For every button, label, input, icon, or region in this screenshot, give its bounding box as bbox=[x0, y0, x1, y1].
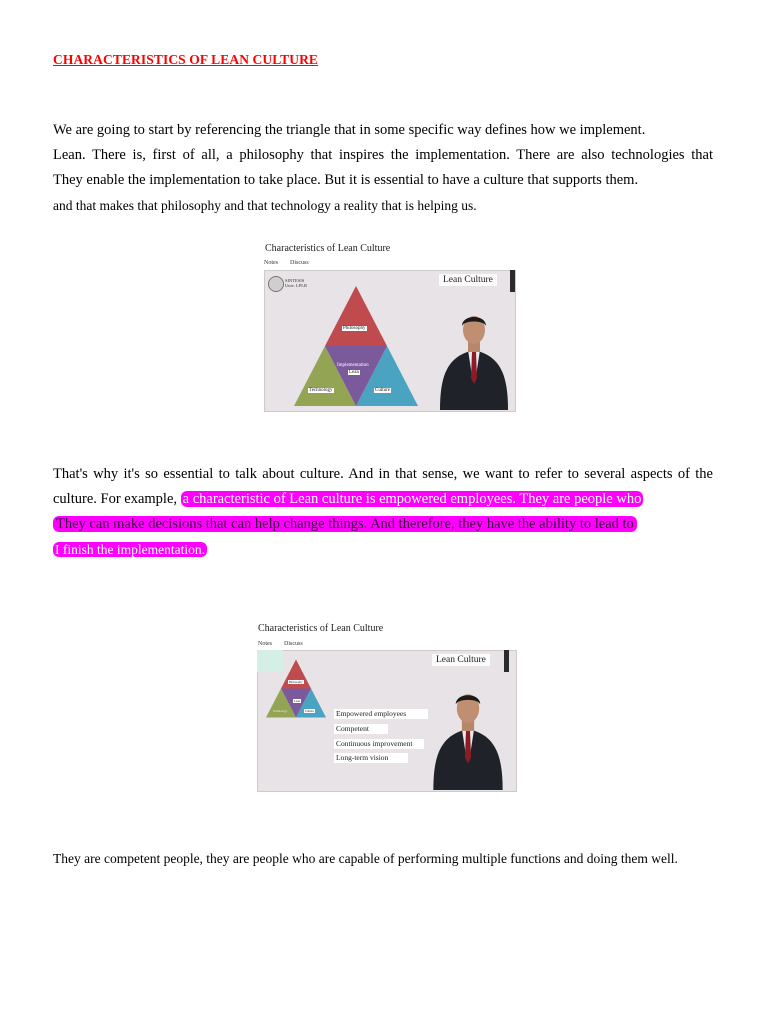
highlighted-text: They can make decisions that can help change things. And therefore, they have the ability to lead to bbox=[53, 516, 637, 532]
label-lean: Lean bbox=[294, 699, 300, 703]
label-culture: Culture bbox=[375, 388, 390, 393]
menu-notes: Notes bbox=[264, 260, 278, 266]
panel-edge-bar bbox=[504, 650, 509, 672]
label-lean: Lean bbox=[349, 370, 359, 375]
paragraph-line: and that makes that philosophy and that technology a reality that is helping us. bbox=[53, 198, 477, 213]
slide-menu bbox=[264, 260, 321, 266]
lecture-slide-image bbox=[252, 614, 520, 792]
presenter-figure bbox=[426, 682, 510, 790]
label-implementation: Implementation bbox=[337, 363, 369, 368]
menu-discuss: Discuss bbox=[290, 260, 309, 266]
label-culture: Culture bbox=[305, 709, 314, 713]
paragraph-line bbox=[53, 512, 728, 537]
paragraph-line: That's why it's so essential to talk about culture. And in that sense, we want to refer to several aspects of the bbox=[53, 466, 713, 482]
label-technology: Technology bbox=[309, 388, 333, 393]
highlighted-text: a characteristic of Lean culture is empowered employees. They are people who bbox=[182, 491, 642, 507]
slide-menu bbox=[258, 641, 315, 647]
paragraph-line: culture. For example, a characteristic of Lean culture is empowered employees. They are people who bbox=[53, 491, 642, 507]
menu-discuss: Discuss bbox=[284, 641, 303, 647]
label-philosophy: Philosophy bbox=[343, 326, 366, 331]
list-item: Competent bbox=[334, 724, 388, 734]
menu-notes: Notes bbox=[258, 641, 272, 647]
competent-paragraph bbox=[53, 846, 713, 871]
highlighted-text: I finish the implementation. bbox=[55, 542, 205, 557]
paragraph-line: They enable the implementation to take place. But it is essential to have a culture that supports them. bbox=[53, 172, 639, 188]
triangle-philosophy bbox=[325, 286, 387, 346]
list-item: Continuous improvement bbox=[334, 739, 424, 749]
lecture-slide-image bbox=[258, 234, 520, 412]
list-item: Empowered employees bbox=[334, 709, 428, 719]
paragraph-line bbox=[53, 537, 728, 562]
label-technology: Technology bbox=[273, 709, 288, 713]
panel-label: Lean Culture bbox=[432, 654, 490, 666]
panel-label: Lean Culture bbox=[439, 274, 497, 286]
paragraph-line: Lean. There is, first of all, a philosophy that inspires the implementation. There are also technologies that bbox=[53, 147, 713, 163]
panel-edge-bar bbox=[510, 270, 515, 292]
paragraph-line: They are competent people, they are people who are capable of performing multiple functions and doing them well. bbox=[53, 851, 678, 866]
page-title: CHARACTERISTICS OF LEAN CULTURE bbox=[53, 52, 319, 67]
label-philosophy: Philosophy bbox=[289, 680, 303, 684]
list-item: Long-term vision bbox=[334, 753, 408, 763]
slide-title: Characteristics of Lean Culture bbox=[258, 623, 384, 634]
slide-title: Characteristics of Lean Culture bbox=[265, 243, 391, 254]
culture-paragraph bbox=[53, 462, 728, 562]
presenter-figure bbox=[434, 304, 514, 410]
intro-paragraph bbox=[53, 118, 713, 218]
paragraph-line: We are going to start by referencing the triangle that in some specific way defines how we implement. bbox=[53, 122, 646, 138]
logo-caption: SINTESIS Univ. LPLR bbox=[285, 278, 307, 288]
university-logo-icon bbox=[268, 276, 284, 292]
